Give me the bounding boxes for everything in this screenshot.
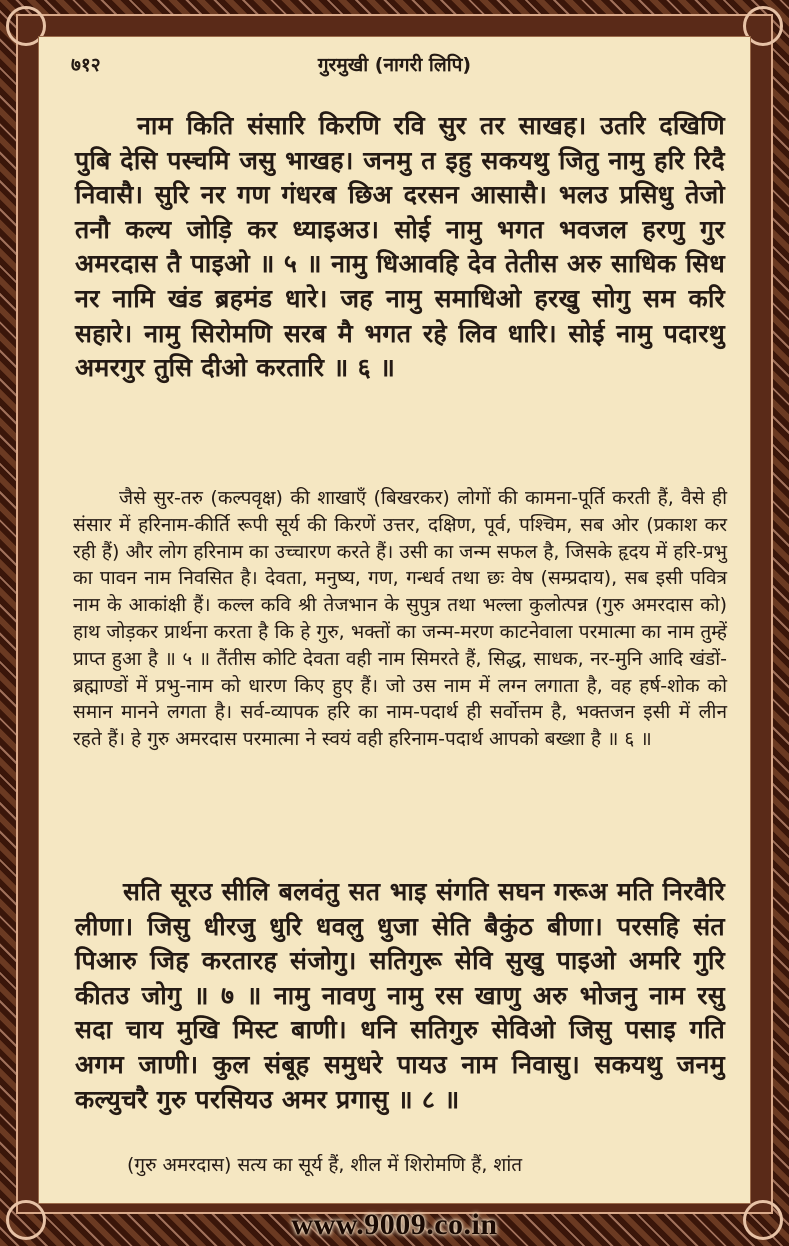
book-page: [38, 36, 751, 1204]
translation-block-2: (गुरु अमरदास) सत्य का सूर्य हैं, शील में शिरोमणि हैं, शांत: [127, 1154, 523, 1176]
translation-block-1: जैसे सुर-तरु (कल्पवृक्ष) की शाखाएँ (बिखरकर) लोगों की कामना-पूर्ति करती हैं, वैसे ही संसार में हरिनाम-कीर्ति रूपी सूर्य की किरणें उत्तर, दक्षिण, पूर्व, पश्चिम, सब ओर (प्रकाश कर रही हैं) और लोग हरिनाम का उच्चारण करते हैं। उसी का जन्म सफल है, जिसके हृदय में हरि-प्रभु का पावन नाम निवसित है। देवता, मनुष्य, गण, गन्धर्व तथा छः वेष (सम्प्रदाय), सब इसी पवित्र नाम के आकांक्षी हैं। कल्ल कवि श्री तेजभान के सुपुत्र तथा भल्ला कुलोत्पन्न (गुरु अमरदास को) हाथ जोड़कर प्रार्थना करता है कि हे गुरु, भक्तों का जन्म-मरण काटनेवाला परमात्मा का नाम तुम्हें प्राप्त हुआ है ॥ ५ ॥ तैंतीस कोटि देवता वही नाम सिमरते हैं, सिद्ध, साधक, नर-मुनि आदि खंडों-ब्रह्माण्डों में प्रभु-नाम को धारण किए हुए हैं। जो उस नाम में लग्न लगाता है, वह हर्ष-शोक को समान मानने लगता है। सर्व-व्यापक हरि का नाम-पदार्थ ही सर्वोत्तम है, भक्तजन इसी में लीन रहते हैं। हे गुरु अमरदास परमात्मा ने स्वयं वही हरिनाम-पदार्थ आपको बख्शा है ॥ ६ ॥: [73, 487, 727, 751]
page-number: ७१२: [71, 54, 101, 76]
verse-block-1: नाम किति संसारि किरणि रवि सुर तर साखह। उतरि दखिणि पुबि देसि पस्चमि जसु भाखह। जनमु त इहु सकयथु जितु नामु हरि रिदै निवासै। सुरि नर गण गंधरब छिअ दरसन आसासै। भलउ प्रसिधु तेजो तनौ कल्य जोड़ि कर ध्याइअउ। सोई नामु भगत भवजल हरणु गुर अमरदास तै पाइओ ॥ ५ ॥ नामु धिआवहि देव तेतीस अरु साधिक सिध नर नामि खंड ब्रहमंड धारे। जह नामु समाधिओ हरखु सोगु सम करि सहारे। नामु सिरोमणि सरब मै भगत रहे लिव धारि। सोई नामु पदारथु अमरगुर तुसि दीओ करतारि ॥ ६ ॥: [75, 111, 725, 383]
verse-block-2: सति सूरउ सीलि बलवंतु सत भाइ संगति सघन गरूअ मति निरवैरि लीणा। जिसु धीरजु धुरि धवलु धुजा सेति बैकुंठ बीणा। परसहि संत पिआरु जिह करतारह संजोगु। सतिगुरू सेवि सुखु पाइओ अमरि गुरि कीतउ जोगु ॥ ७ ॥ नामु नावणु नामु रस खाणु अरु भोजनु नाम रसु सदा चाय मुखि मिस्ट बाणी। धनि सतिगुरु सेविओ जिसु पसाइ गति अगम जाणी। कुल संबूह समुधरे पायउ नाम निवासु। सकयथु जनमु कल्युचरै गुरु परसियउ अमर प्रगासु ॥ ८ ॥: [75, 877, 725, 1114]
website-watermark: www.9009.co.in: [291, 1208, 498, 1241]
page-header: [39, 51, 750, 81]
page-title: गुरमुखी (नागरी लिपि): [317, 54, 472, 76]
